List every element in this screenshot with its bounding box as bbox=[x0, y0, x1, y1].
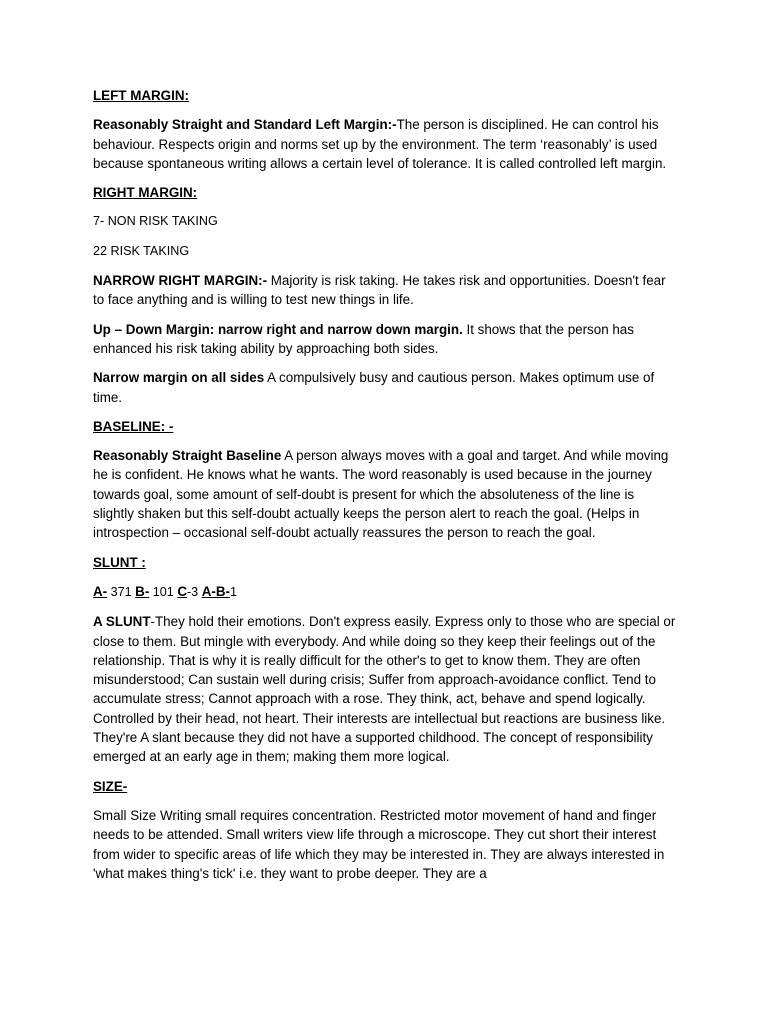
left-margin-term: Reasonably Straight and Standard Left Margin:- bbox=[93, 117, 397, 133]
size-paragraph: Small Size Writing small requires concentration. Restricted motor movement of hand and finger needs to be attended. Small writers view life through a microscope. They cut short their interest from wider to specific areas of life which they may be interested in. They are always interested in 'what makes thing's tick' i.e. they want to probe deeper. They are a bbox=[93, 807, 665, 881]
narrow-all-sides-text: A compulsively busy and cautious person. Makes optimum use of time. bbox=[93, 370, 655, 405]
non-risk-count: 7- NON RISK TAKING bbox=[93, 214, 218, 229]
slunt-heading: SLUNT : bbox=[93, 554, 146, 570]
narrow-all-sides-term: Narrow margin on all sides bbox=[93, 370, 265, 386]
slunt-counts bbox=[93, 582, 677, 602]
up-down-margin-paragraph bbox=[93, 320, 677, 359]
up-down-margin-term: Up – Down Margin: narrow right and narrow down margin. bbox=[93, 321, 463, 337]
slant-ab-value: 1 bbox=[229, 584, 237, 599]
narrow-right-margin-term: NARROW RIGHT MARGIN:- bbox=[93, 273, 268, 289]
right-margin-heading: RIGHT MARGIN: bbox=[93, 185, 198, 201]
a-slunt-text: -They hold their emotions. Don't express easily. Express only to those who are special or close to them. But mingle with everybody. And while doing so they keep their feelings out of the relationship. That is why it is really difficult for the other's to get to know them. They are often misunderstood; Can sustain well during crisis; Suffer from approach-avoidance conflict. Tend to accumulate stress; Cannot approach with a rose. They think, act, behave and spend logically. Controlled by their head, not heart. Their interests are intellectual but reactions are business like. They're A slant because they did not have a supported childhood. The concept of responsibility emerged at an early age in them; making them more logical. bbox=[93, 614, 676, 765]
slant-a-label: A- bbox=[93, 583, 108, 599]
left-margin-paragraph bbox=[93, 115, 677, 173]
narrow-all-sides-paragraph bbox=[93, 368, 677, 407]
baseline-paragraph bbox=[93, 446, 677, 542]
slant-b-value: 101 bbox=[149, 584, 178, 599]
up-down-margin-text: It shows that the person has enhanced his risk taking ability by approaching both sides. bbox=[93, 321, 634, 356]
document-page bbox=[93, 86, 677, 893]
a-slunt-paragraph bbox=[93, 612, 677, 766]
baseline-term: Reasonably Straight Baseline bbox=[93, 448, 282, 464]
risk-count: 22 RISK TAKING bbox=[93, 243, 190, 258]
left-margin-text: The person is disciplined. He can control his behaviour. Respects origin and norms set up by the environment. The term ‘reasonably’ is used because spontaneous writing allows a certain level of tolerance. It is called controlled left margin. bbox=[93, 117, 667, 171]
size-heading: SIZE- bbox=[93, 778, 128, 794]
slant-c-label: C bbox=[177, 583, 187, 599]
narrow-right-margin-text: Majority is risk taking. He takes risk and opportunities. Doesn't fear to face anything and is willing to test new things in life. bbox=[93, 273, 666, 308]
slant-ab-label: A-B- bbox=[201, 583, 230, 599]
a-slunt-term: A SLUNT bbox=[93, 614, 151, 630]
slant-c-value: -3 bbox=[186, 584, 202, 599]
slant-b-label: B- bbox=[135, 583, 150, 599]
baseline-heading: BASELINE: - bbox=[93, 418, 174, 434]
slant-a-value: 371 bbox=[107, 584, 136, 599]
baseline-text: A person always moves with a goal and target. And while moving he is confident. He knows what he wants. The word reasonably is used because in the journey towards goal, some amount of self-doubt is present for which the absoluteness of the line is slightly shaken but this self-doubt actually keeps the person alert to reach the goal. (Helps in introspection – occasional self-doubt actually reassures the person to reach the goal. bbox=[93, 448, 669, 541]
left-margin-heading: LEFT MARGIN: bbox=[93, 88, 189, 103]
narrow-right-margin-paragraph bbox=[93, 271, 677, 310]
